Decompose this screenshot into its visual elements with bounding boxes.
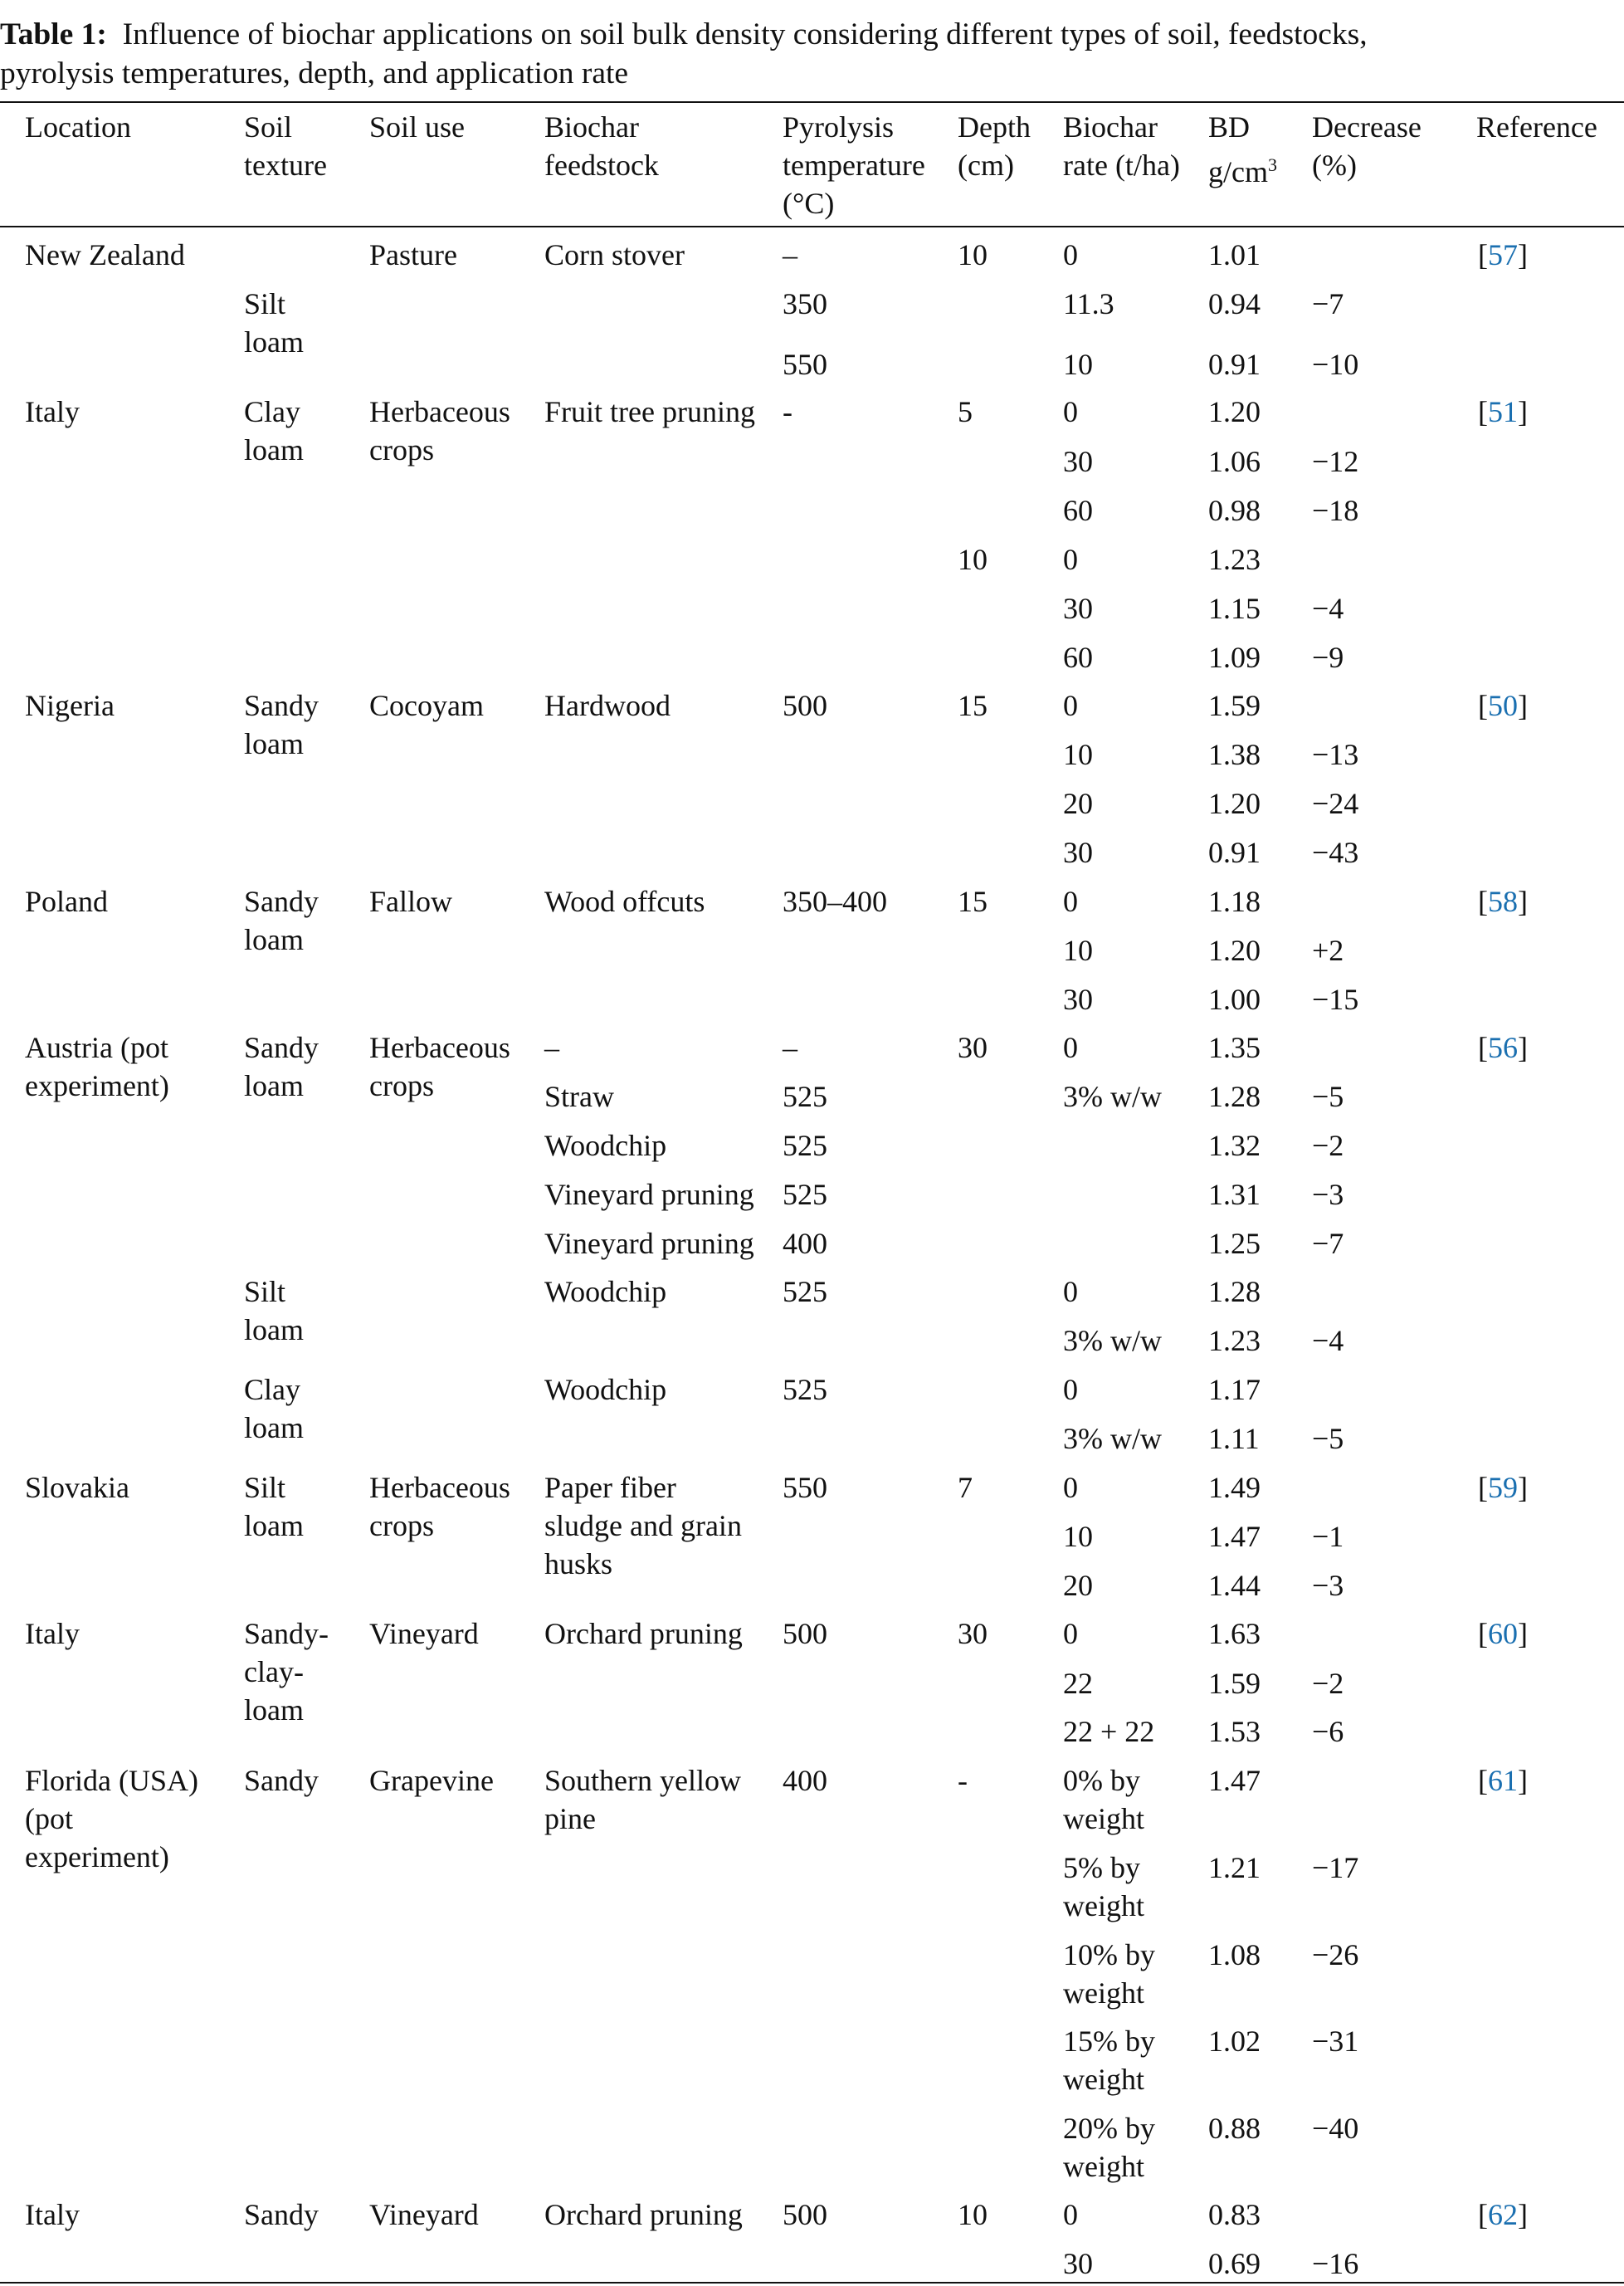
cell-temp: 525	[783, 1275, 827, 1308]
cell-bd: 1.01	[1208, 238, 1261, 271]
reference-bracket: ]	[1518, 238, 1528, 271]
cell-rate: 0	[1063, 1617, 1078, 1650]
reference-bracket: ]	[1518, 1617, 1528, 1650]
cell-rate: 60	[1063, 494, 1093, 527]
cell-temp: –	[783, 1031, 797, 1064]
cell-bd: 1.47	[1208, 1520, 1261, 1553]
cell-location: Nigeria	[25, 689, 115, 722]
cell-use: Pasture	[369, 238, 457, 271]
cell-bd: 1.59	[1208, 689, 1261, 722]
cell-decrease: −17	[1312, 1851, 1359, 1884]
table-bottom-rule	[0, 2282, 1624, 2284]
caption-line-1	[0, 15, 1624, 54]
reference-link[interactable]: 56	[1488, 1031, 1518, 1064]
cell-bd: 0.83	[1208, 2198, 1261, 2231]
cell-decrease: −4	[1312, 1324, 1344, 1357]
cell-bd: 1.49	[1208, 1471, 1261, 1504]
cell-decrease: −3	[1312, 1178, 1344, 1211]
reference-link[interactable]: 57	[1488, 238, 1518, 271]
cell-bd: 1.53	[1208, 1715, 1261, 1748]
cell-ref	[1478, 1028, 1528, 1067]
reference-bracket: ]	[1518, 885, 1528, 918]
cell-decrease: −7	[1312, 287, 1344, 320]
cell-use: Vineyard	[369, 2198, 479, 2231]
cell-use: Herbaceous crops	[369, 395, 510, 466]
cell-ref	[1478, 1761, 1528, 1800]
cell-feedstock: Hardwood	[544, 689, 671, 722]
cell-texture: Sandy loam	[244, 885, 319, 956]
cell-bd: 0.88	[1208, 2112, 1261, 2145]
cell-bd: 1.20	[1208, 395, 1261, 428]
caption-text-2: pyrolysis temperatures, depth, and application rate	[0, 56, 629, 90]
cell-rate: 3% w/w	[1063, 1080, 1162, 1113]
cell-bd: 1.32	[1208, 1129, 1261, 1162]
cell-rate: 3% w/w	[1063, 1422, 1162, 1455]
cell-bd: 1.21	[1208, 1851, 1261, 1884]
cell-feedstock: Vineyard pruning	[544, 1178, 754, 1211]
cell-bd: 1.11	[1208, 1422, 1260, 1455]
cell-depth: 30	[958, 1031, 988, 1064]
cell-bd: 1.17	[1208, 1373, 1261, 1406]
reference-bracket: ]	[1518, 2198, 1528, 2231]
cell-rate: 0	[1063, 543, 1078, 576]
cell-texture: Silt loam	[244, 1471, 304, 1542]
cell-bd: 1.35	[1208, 1031, 1261, 1064]
reference-link[interactable]: 59	[1488, 1471, 1518, 1504]
header-biochar-feedstock: Biochar feedstock	[544, 110, 659, 182]
cell-decrease: −7	[1312, 1227, 1344, 1260]
cell-rate: 15% by weight	[1063, 2025, 1155, 2096]
reference-bracket: [	[1478, 2198, 1488, 2231]
cell-bd: 1.09	[1208, 641, 1261, 674]
table-header-rule	[0, 226, 1624, 227]
cell-use: Cocoyam	[369, 689, 484, 722]
cell-ref	[1478, 686, 1528, 725]
header-bd: BD $g/cm^3$	[1208, 110, 1277, 188]
cell-decrease: −2	[1312, 1667, 1344, 1700]
cell-feedstock: Vineyard pruning	[544, 1227, 754, 1260]
cell-depth: 10	[958, 2198, 988, 2231]
cell-rate: 60	[1063, 641, 1093, 674]
cell-location: Italy	[25, 2198, 80, 2231]
cell-feedstock: Woodchip	[544, 1129, 667, 1162]
cell-bd: 0.98	[1208, 494, 1261, 527]
cell-bd: 1.15	[1208, 592, 1261, 625]
reference-bracket: [	[1478, 1764, 1488, 1797]
cell-use: Herbaceous crops	[369, 1471, 510, 1542]
table-caption	[0, 15, 1624, 93]
cell-rate: 30	[1063, 592, 1093, 625]
cell-bd: 1.00	[1208, 983, 1261, 1016]
cell-location: Italy	[25, 1617, 80, 1650]
cell-temp: 500	[783, 689, 827, 722]
reference-link[interactable]: 62	[1488, 2198, 1518, 2231]
cell-rate: 22	[1063, 1667, 1093, 1700]
header-decrease: Decrease (%)	[1312, 110, 1422, 182]
reference-bracket: [	[1478, 1471, 1488, 1504]
cell-depth: 5	[958, 395, 973, 428]
cell-ref	[1478, 1468, 1528, 1507]
cell-temp: 525	[783, 1080, 827, 1113]
cell-decrease: −5	[1312, 1080, 1344, 1113]
reference-bracket: [	[1478, 1031, 1488, 1064]
cell-temp: 550	[783, 1471, 827, 1504]
cell-temp: 525	[783, 1129, 827, 1162]
cell-feedstock: Orchard pruning	[544, 1617, 743, 1650]
cell-temp: –	[783, 238, 797, 271]
cell-decrease: −4	[1312, 592, 1344, 625]
cell-rate: 0	[1063, 238, 1078, 271]
reference-bracket: ]	[1518, 1031, 1528, 1064]
cell-ref	[1478, 2196, 1528, 2234]
cell-ref	[1478, 1614, 1528, 1653]
cell-texture: Silt loam	[244, 1275, 304, 1346]
cell-feedstock: Orchard pruning	[544, 2198, 743, 2231]
reference-bracket: [	[1478, 885, 1488, 918]
reference-link[interactable]: 61	[1488, 1764, 1518, 1797]
cell-bd: 0.91	[1208, 836, 1261, 869]
cell-rate: 0	[1063, 1031, 1078, 1064]
cell-location: Austria (pot experiment)	[25, 1031, 169, 1102]
cell-decrease: −13	[1312, 738, 1359, 771]
cell-bd: 1.63	[1208, 1617, 1261, 1650]
cell-decrease: −18	[1312, 494, 1359, 527]
cell-bd: 0.69	[1208, 2247, 1261, 2280]
caption-label: Table 1:	[0, 17, 107, 51]
cell-rate: 10	[1063, 1520, 1093, 1553]
reference-bracket: [	[1478, 395, 1488, 428]
cell-depth: 30	[958, 1617, 988, 1650]
cell-bd: 1.28	[1208, 1275, 1261, 1308]
cell-bd: 1.23	[1208, 543, 1261, 576]
header-depth: Depth (cm)	[958, 110, 1031, 182]
cell-rate: 10% by weight	[1063, 1938, 1155, 2010]
cell-rate: 20% by weight	[1063, 2112, 1155, 2183]
header-pyrolysis-temperature: Pyrolysis temperature (°C)	[783, 110, 925, 220]
cell-temp: 550	[783, 348, 827, 381]
cell-rate: 30	[1063, 2247, 1093, 2280]
cell-rate: 0	[1063, 1471, 1078, 1504]
cell-location: Italy	[25, 395, 80, 428]
cell-decrease: −24	[1312, 787, 1359, 820]
cell-use: Fallow	[369, 885, 453, 918]
cell-temp: -	[783, 395, 792, 428]
cell-bd: 1.31	[1208, 1178, 1261, 1211]
cell-rate: 0	[1063, 2198, 1078, 2231]
cell-bd: 1.02	[1208, 2025, 1261, 2058]
cell-use: Vineyard	[369, 1617, 479, 1650]
cell-feedstock: Fruit tree pruning	[544, 395, 755, 428]
cell-use: Grapevine	[369, 1764, 494, 1797]
cell-temp: 500	[783, 2198, 827, 2231]
cell-bd: 1.47	[1208, 1764, 1261, 1797]
cell-rate: 0	[1063, 689, 1078, 722]
cell-feedstock: Woodchip	[544, 1373, 667, 1406]
table-top-rule	[0, 101, 1624, 103]
cell-rate: 10	[1063, 738, 1093, 771]
cell-depth: 15	[958, 885, 988, 918]
cell-feedstock: Paper fiber sludge and grain husks	[544, 1471, 742, 1580]
cell-location: Slovakia	[25, 1471, 129, 1504]
cell-decrease: −31	[1312, 2025, 1359, 2058]
cell-rate: 0	[1063, 885, 1078, 918]
cell-decrease: −9	[1312, 641, 1344, 674]
cell-bd: 1.18	[1208, 885, 1261, 918]
cell-decrease: −12	[1312, 445, 1359, 478]
cell-bd: 1.25	[1208, 1227, 1261, 1260]
cell-decrease: −16	[1312, 2247, 1359, 2280]
cell-texture: Sandy- clay- loam	[244, 1617, 329, 1727]
cell-rate: 3% w/w	[1063, 1324, 1162, 1357]
header-reference: Reference	[1476, 110, 1597, 144]
reference-bracket: [	[1478, 238, 1488, 271]
cell-temp: 350	[783, 287, 827, 320]
cell-texture: Sandy	[244, 2198, 319, 2231]
cell-rate: 5% by weight	[1063, 1851, 1144, 1922]
cell-temp: 400	[783, 1227, 827, 1260]
cell-depth: 7	[958, 1471, 973, 1504]
cell-rate: 10	[1063, 934, 1093, 967]
cell-bd: 1.20	[1208, 934, 1261, 967]
cell-rate: 0	[1063, 1373, 1078, 1406]
cell-feedstock: Woodchip	[544, 1275, 667, 1308]
caption-text-1: Influence of biochar applications on soil bulk density considering different types of soil, feedstocks,	[122, 17, 1368, 51]
cell-depth: 10	[958, 543, 988, 576]
cell-bd: 1.38	[1208, 738, 1261, 771]
cell-bd: 1.59	[1208, 1667, 1261, 1700]
cell-rate: 0	[1063, 395, 1078, 428]
cell-rate: 0	[1063, 1275, 1078, 1308]
cell-decrease: −10	[1312, 348, 1359, 381]
cell-feedstock: Corn stover	[544, 238, 685, 271]
cell-location: New Zealand	[25, 238, 185, 271]
cell-texture: Sandy loam	[244, 1031, 319, 1102]
reference-link[interactable]: 58	[1488, 885, 1518, 918]
cell-decrease: −40	[1312, 2112, 1359, 2145]
cell-decrease: −5	[1312, 1422, 1344, 1455]
cell-bd: 1.28	[1208, 1080, 1261, 1113]
cell-decrease: −3	[1312, 1569, 1344, 1602]
cell-texture: Clay loam	[244, 395, 304, 466]
cell-feedstock: Wood offcuts	[544, 885, 705, 918]
cell-decrease: −1	[1312, 1520, 1344, 1553]
reference-link[interactable]: 50	[1488, 689, 1518, 722]
cell-bd: 1.08	[1208, 1938, 1261, 1971]
header-biochar-rate: Biochar rate (t/ha)	[1063, 110, 1180, 182]
header-soil-use: Soil use	[369, 110, 466, 144]
cell-ref	[1478, 882, 1528, 921]
cell-texture: Sandy	[244, 1764, 319, 1797]
cell-depth: 10	[958, 238, 988, 271]
cell-bd: 0.91	[1208, 348, 1261, 381]
header-soil-texture: Soil texture	[244, 110, 327, 182]
cell-use: Herbaceous crops	[369, 1031, 510, 1102]
cell-rate: 30	[1063, 836, 1093, 869]
reference-link[interactable]: 51	[1488, 395, 1518, 428]
cell-rate: 0% by weight	[1063, 1764, 1144, 1835]
cell-texture: Sandy loam	[244, 689, 319, 760]
reference-bracket: ]	[1518, 1471, 1528, 1504]
cell-location: Poland	[25, 885, 109, 918]
cell-texture: Clay loam	[244, 1373, 304, 1444]
cell-ref	[1478, 236, 1528, 274]
cell-bd: 1.23	[1208, 1324, 1261, 1357]
cell-rate: 20	[1063, 1569, 1093, 1602]
cell-texture: Silt loam	[244, 287, 304, 359]
reference-bracket: [	[1478, 1617, 1488, 1650]
cell-feedstock: Southern yellow pine	[544, 1764, 741, 1835]
reference-bracket: ]	[1518, 689, 1528, 722]
cell-decrease: −15	[1312, 983, 1359, 1016]
cell-rate: 20	[1063, 787, 1093, 820]
cell-depth: 15	[958, 689, 988, 722]
cell-decrease: −6	[1312, 1715, 1344, 1748]
cell-decrease: +2	[1312, 934, 1344, 967]
cell-rate: 11.3	[1063, 287, 1114, 320]
header-location: Location	[25, 110, 131, 144]
reference-bracket: [	[1478, 689, 1488, 722]
reference-link[interactable]: 60	[1488, 1617, 1518, 1650]
cell-temp: 525	[783, 1178, 827, 1211]
cell-temp: 400	[783, 1764, 827, 1797]
cell-temp: 500	[783, 1617, 827, 1650]
cell-rate: 22 + 22	[1063, 1715, 1155, 1748]
cell-rate: 30	[1063, 983, 1093, 1016]
cell-depth: -	[958, 1764, 968, 1797]
cell-feedstock: Straw	[544, 1080, 614, 1113]
reference-bracket: ]	[1518, 1764, 1528, 1797]
cell-bd: 0.94	[1208, 287, 1261, 320]
cell-rate: 10	[1063, 348, 1093, 381]
cell-bd: 1.44	[1208, 1569, 1261, 1602]
cell-location: Florida (USA) (pot experiment)	[25, 1764, 198, 1873]
cell-decrease: −43	[1312, 836, 1359, 869]
cell-temp: 525	[783, 1373, 827, 1406]
cell-decrease: −2	[1312, 1129, 1344, 1162]
cell-bd: 1.06	[1208, 445, 1261, 478]
cell-feedstock: –	[544, 1031, 559, 1064]
cell-decrease: −26	[1312, 1938, 1359, 1971]
reference-bracket: ]	[1518, 395, 1528, 428]
cell-ref	[1478, 393, 1528, 431]
cell-bd: 1.20	[1208, 787, 1261, 820]
cell-rate: 30	[1063, 445, 1093, 478]
cell-temp: 350–400	[783, 885, 887, 918]
